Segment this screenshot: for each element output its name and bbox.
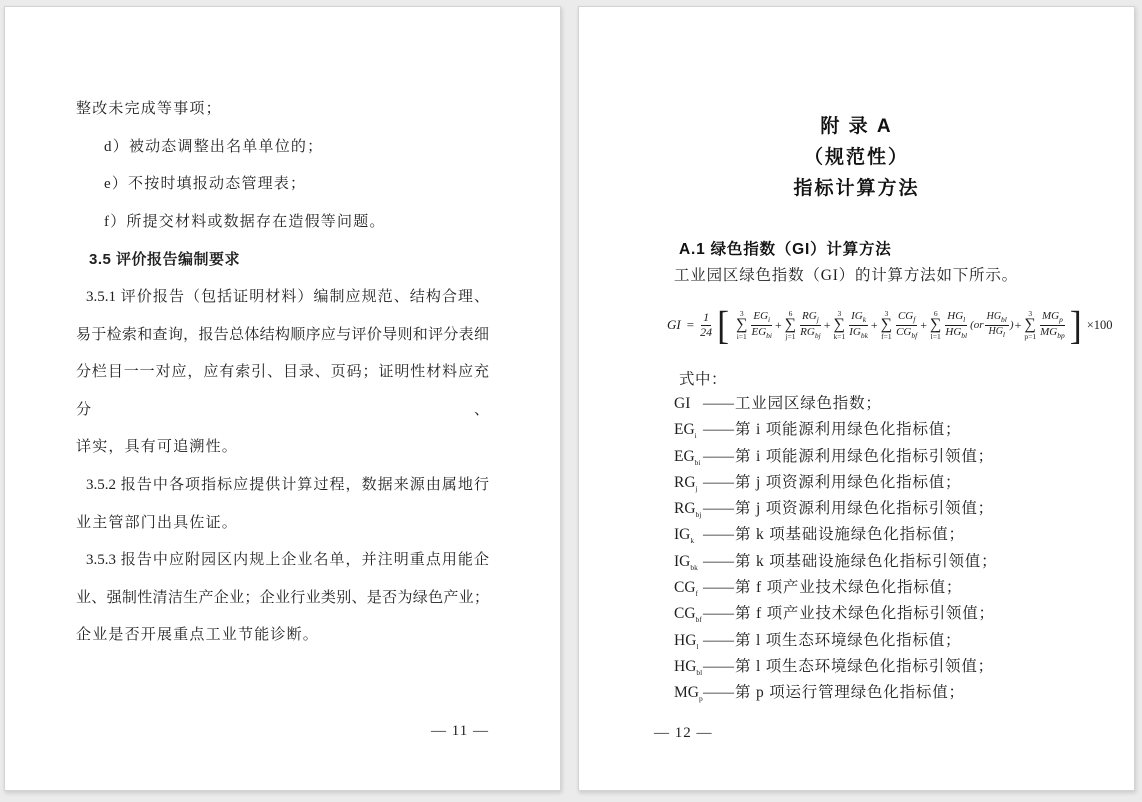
definition-row [674, 391, 1074, 417]
definition-row [674, 522, 1074, 548]
sigma-icon: ∑ [1024, 316, 1036, 334]
term-fraction: $\frac{MG_p}{MG_{bp}}$ [1040, 309, 1065, 340]
symbol-definitions [674, 391, 1074, 707]
text-line: 易于检索和查询，报告总体结构顺序应与评价导则和评分表细 [76, 326, 489, 343]
definition-row [674, 601, 1074, 627]
text-line: d）被动态调整出名单单位的； [104, 138, 324, 155]
symbol: $MG_p$ [674, 684, 703, 704]
definition-row [674, 549, 1074, 575]
definition-text: 第 f 项产业技术绿色化指标值； [735, 579, 963, 597]
symbol: $IG_{bk}$ [674, 552, 698, 572]
text-line: f）所提交材料或数据存在造假等问题。 [104, 213, 386, 230]
symbol: $RG_j$ [674, 473, 698, 493]
symbol: $CG_{bf}$ [674, 605, 702, 625]
term-fraction: $\frac{RG_j}{RG_{bj}}$ [800, 309, 821, 340]
symbol: $RG_{bj}$ [674, 500, 702, 520]
definition-text: 第 p 项运行管理绿色化指标值； [735, 684, 965, 702]
appendix-title-line: （规范性） [803, 147, 909, 168]
term-fraction: $\frac{HG_l}{HG_{bl}}$ [945, 309, 968, 340]
definition-row [674, 444, 1074, 470]
text-line: 业主管部门出具佐证。 [76, 514, 239, 531]
plus-sign: + [774, 317, 782, 332]
text-line: e）不按时填报动态管理表； [104, 176, 307, 193]
symbol: $EG_{bi}$ [674, 447, 701, 467]
formula-term [870, 310, 919, 341]
sigma-sum: 3 ∑ i=1 [736, 308, 748, 341]
plus-sign: + [1014, 317, 1022, 332]
definition-row [674, 417, 1074, 443]
definition-row [674, 654, 1074, 680]
sigma-icon: ∑ [784, 316, 797, 334]
intro-sentence: 工业园区绿色指数（GI）的计算方法如下所示。 [674, 267, 1018, 284]
appendix-title [639, 111, 1074, 204]
term-fraction: $\frac{EG_i}{EG_{bi}}$ [751, 309, 772, 340]
open-bracket: [ [717, 302, 730, 348]
formula-term [732, 310, 774, 341]
sigma-icon: ∑ [930, 316, 942, 334]
definition-text: 工业园区绿色指数； [735, 395, 882, 412]
document-page-11 [4, 6, 561, 791]
text-line: 详实，具有可追溯性。 [76, 439, 239, 456]
symbol: GI [674, 395, 691, 412]
definition-row [674, 628, 1074, 654]
sigma-icon: ∑ [833, 316, 846, 334]
text-line: 3.5.2 报告中各项指标应提供计算过程，数据来源由属地行 [86, 476, 489, 493]
sigma-sum: 3 ∑ p=1 [1024, 308, 1037, 341]
section-heading: A.1 绿色指数（GI）计算方法 [679, 241, 892, 258]
text-line: 业、强制性清洁生产企业；企业行业类别、是否为绿色产业； [76, 589, 489, 606]
plus-sign: + [920, 317, 927, 332]
definition-text: 第 f 项产业技术绿色化指标引领值； [735, 605, 995, 623]
definition-row [674, 496, 1074, 522]
definition-text: 第 k 项基础设施绿色化指标引领值； [735, 552, 998, 570]
text-line: 3.5.1 评价报告（包括证明材料）编制应规范、结构合理、 [86, 288, 489, 305]
appendix-title-line: 附 录 A [820, 116, 893, 137]
text-line: 企业是否开展重点工业节能诊断。 [76, 627, 320, 644]
appendix-title-line: 指标计算方法 [793, 178, 920, 199]
formula-lhs: GI [667, 317, 681, 332]
alternate-fraction: $\frac{HG_{bl}}{HG_l}$ [986, 310, 1007, 339]
definition-dash: —— [703, 473, 734, 491]
definition-text: 第 l 项生态环境绿色化指标值； [735, 631, 962, 649]
green-index-formula [667, 299, 1113, 351]
where-label: 式中： [679, 371, 728, 388]
symbol: $CG_f$ [674, 579, 699, 599]
formula-term [919, 310, 1013, 341]
definition-dash: —— [703, 684, 734, 702]
text-line: 3.5 评价报告编制要求 [89, 251, 241, 269]
text-line: 分栏目一一对应，应有索引、目录、页码；证明性材料应充分、 [76, 364, 489, 418]
equals-sign: = [686, 317, 695, 332]
plus-sign: + [823, 317, 831, 332]
definition-dash: —— [703, 526, 734, 544]
definition-text: 第 j 项资源利用绿色化指标值； [735, 473, 962, 491]
definition-text: 第 k 项基础设施绿色化指标值； [735, 526, 965, 544]
definition-dash: —— [703, 447, 734, 465]
page-number-12: — 12 — [654, 725, 713, 741]
sigma-sum: 6 ∑ l=1 [930, 308, 942, 341]
sigma-icon: ∑ [880, 316, 893, 334]
definition-row [674, 575, 1074, 601]
alternate-ratio: (or $\frac{HG_{bl}}{HG_l}$ ) [970, 310, 1014, 339]
symbol: $IG_k$ [674, 526, 695, 546]
definition-text: 第 j 项资源利用绿色化指标引领值； [735, 500, 994, 518]
definition-dash: —— [703, 395, 734, 412]
symbol: $EG_i$ [674, 421, 697, 441]
symbol: $HG_l$ [674, 631, 699, 651]
sigma-icon: ∑ [736, 316, 748, 334]
close-bracket: ] [1069, 302, 1082, 348]
page-number-11: — 11 — [431, 723, 489, 739]
definition-dash: —— [703, 605, 734, 623]
formula-term [823, 310, 870, 341]
sigma-sum: 6 ∑ j=1 [784, 308, 797, 341]
definition-dash: —— [703, 552, 734, 570]
definition-dash: —— [703, 579, 734, 597]
definition-text: 第 i 项能源利用绿色化指标值； [735, 421, 962, 439]
coefficient-fraction: $\frac{1}{24}$ [700, 309, 713, 339]
definition-dash: —— [703, 421, 734, 439]
definition-dash: —— [703, 657, 734, 675]
formula-terms [732, 310, 1067, 341]
symbol: $HG_{bl}$ [674, 657, 703, 678]
definition-text: 第 i 项能源利用绿色化指标引领值； [735, 447, 994, 465]
term-fraction: $\frac{IG_k}{IG_{bk}}$ [849, 309, 868, 340]
text-line: 3.5.3 报告中应附园区内规上企业名单，并注明重点用能企 [86, 552, 489, 569]
document-page-12 [578, 6, 1135, 791]
definition-row [674, 470, 1074, 496]
text-line: 整改未完成等事项； [76, 101, 222, 117]
formula-term [1014, 310, 1067, 341]
sigma-sum: 3 ∑ f=1 [880, 308, 893, 341]
multiplier: ×100 [1086, 317, 1113, 332]
plus-sign: + [870, 317, 878, 332]
term-fraction: $\frac{CG_f}{CG_{bf}}$ [896, 309, 918, 340]
definition-row [674, 680, 1074, 706]
definition-dash: —— [703, 631, 734, 649]
page-11-text-block [76, 91, 489, 655]
definition-text: 第 l 项生态环境绿色化指标引领值； [735, 657, 994, 675]
formula-term [774, 310, 823, 341]
sigma-sum: 3 ∑ k=1 [833, 308, 846, 341]
definition-dash: —— [703, 500, 734, 518]
